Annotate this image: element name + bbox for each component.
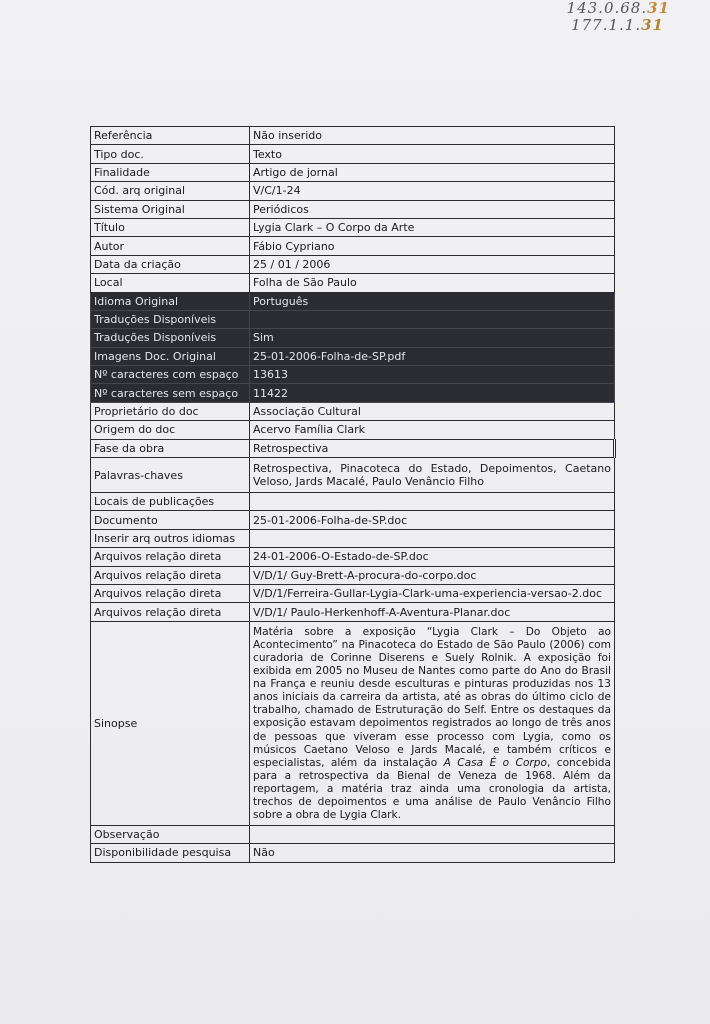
field-label: Disponibilidade pesquisa — [91, 844, 250, 862]
field-label: Arquivos relação direta — [91, 584, 250, 602]
field-value: 11422 — [250, 384, 615, 402]
field-value: 13613 — [250, 366, 615, 384]
record-row-referencia — [91, 127, 615, 145]
field-label: Traduções Disponíveis — [91, 329, 250, 347]
record-row-arquivos-relacao-3 — [91, 584, 615, 602]
sinopse-text — [250, 621, 615, 825]
field-value: 25 / 01 / 2006 — [250, 255, 615, 273]
field-value: Artigo de jornal — [250, 163, 615, 181]
record-row-data-criacao — [91, 255, 615, 273]
handwritten-catalog-note — [567, 0, 670, 34]
record-row-autor — [91, 237, 615, 255]
field-label: Título — [91, 218, 250, 236]
field-value: V/D/1/ Guy-Brett-A-procura-do-corpo.doc — [250, 566, 615, 584]
field-label: Cód. arq original — [91, 182, 250, 200]
record-row-idioma-original — [91, 292, 615, 310]
record-row-tipo-doc — [91, 145, 615, 163]
record-row-observacao — [91, 825, 615, 843]
record-row-sistema-original — [91, 200, 615, 218]
field-label: Arquivos relação direta — [91, 566, 250, 584]
record-row-locais-publicacoes — [91, 493, 615, 511]
field-label: Arquivos relação direta — [91, 603, 250, 621]
field-value — [250, 310, 615, 328]
field-value: Lygia Clark – O Corpo da Arte — [250, 218, 615, 236]
field-label: Palavras-chaves — [91, 458, 250, 493]
sinopse-text-part-a: Matéria sobre a exposição “Lygia Clark – Do Objeto ao Acontecimento” na Pinacoteca do Estado de São Paulo (2006) com curadoria de Corinne Diserens e Suely Rolnik. A exposição foi exibida em 2005 no Museu de Nantes como parte do Ano do Brasil na França e reuniu desde esculturas e pinturas produzidas nos 13 anos iniciais da carreira da artista, até as obras do último ciclo de trabalho, chamado de Estruturação do Self. Entre os destaques da exposição estavam depoimentos registrados ao longo de três anos de pessoas que viveram esse processo com Lygia, como os músicos Caetano Veloso e Jards Macalé, e também críticos e especialistas, além da instalação — [253, 625, 611, 769]
field-value: 24-01-2006-O-Estado-de-SP.doc — [250, 548, 615, 566]
field-value: V/D/1/Ferreira-Gullar-Lygia-Clark-uma-experiencia-versao-2.doc — [250, 584, 615, 602]
field-value: Acervo Família Clark — [250, 421, 615, 439]
field-value — [250, 493, 615, 511]
record-row-cod-arq-original — [91, 182, 615, 200]
field-value: 25-01-2006-Folha-de-SP.doc — [250, 511, 615, 529]
field-label: Referência — [91, 127, 250, 145]
field-label: Nº caracteres com espaço — [91, 366, 250, 384]
field-value: Texto — [250, 145, 615, 163]
record-row-caracteres-com-espaco — [91, 366, 615, 384]
field-value: V/D/1/ Paulo-Herkenhoff-A-Aventura-Planar.doc — [250, 603, 615, 621]
handwritten-line-1-suffix: 31 — [647, 0, 670, 17]
field-label: Finalidade — [91, 163, 250, 181]
field-label: Arquivos relação direta — [91, 548, 250, 566]
field-label: Locais de publicações — [91, 493, 250, 511]
handwritten-line-2-suffix: 31 — [641, 16, 664, 34]
sinopse-text-italic: A Casa É o Corpo — [443, 756, 547, 769]
handwritten-line-2-prefix: 177.1.1. — [571, 16, 642, 34]
field-value: 25-01-2006-Folha-de-SP.pdf — [250, 347, 615, 365]
field-label: Proprietário do doc — [91, 402, 250, 420]
record-row-documento — [91, 511, 615, 529]
record-row-traducoes-2 — [91, 329, 615, 347]
field-label: Data da criação — [91, 255, 250, 273]
field-label: Observação — [91, 825, 250, 843]
record-row-imagens-doc — [91, 347, 615, 365]
handwritten-line-1-prefix: 143.0.68. — [566, 0, 648, 17]
record-row-sinopse — [91, 621, 615, 825]
field-label: Nº caracteres sem espaço — [91, 384, 250, 402]
record-row-finalidade — [91, 163, 615, 181]
field-label: Documento — [91, 511, 250, 529]
handwritten-line-1 — [567, 0, 670, 17]
field-label: Imagens Doc. Original — [91, 347, 250, 365]
field-value: Não — [250, 844, 615, 862]
record-row-local — [91, 274, 615, 292]
sinopse-text-part-b: , concebida para a retrospectiva da Bienal de Veneza de 1968. Além da reportagem, a matéria traz ainda uma cronologia da artista, trechos de depoimentos e uma análise de Paulo Venâncio Filho sobre a obra de Lygia Clark. — [253, 756, 611, 822]
catalog-record-table — [90, 126, 616, 863]
field-value: Português — [250, 292, 615, 310]
record-row-fase-obra — [91, 439, 615, 457]
field-value: Sim — [250, 329, 615, 347]
field-label: Origem do doc — [91, 421, 250, 439]
field-label: Traduções Disponíveis — [91, 310, 250, 328]
field-label: Autor — [91, 237, 250, 255]
field-value: Folha de São Paulo — [250, 274, 615, 292]
field-label: Idioma Original — [91, 292, 250, 310]
record-row-arquivos-relacao-2 — [91, 566, 615, 584]
field-label: Tipo doc. — [91, 145, 250, 163]
field-value: Periódicos — [250, 200, 615, 218]
field-label: Sinopse — [91, 621, 250, 825]
handwritten-line-2 — [567, 17, 664, 34]
field-label: Local — [91, 274, 250, 292]
record-row-disponibilidade — [91, 844, 615, 862]
field-label: Sistema Original — [91, 200, 250, 218]
field-value — [250, 825, 615, 843]
field-value: Retrospectiva, Pinacoteca do Estado, Depoimentos, Caetano Veloso, Jards Macalé, Paulo Venâncio Filho — [250, 458, 615, 493]
record-row-traducoes-1 — [91, 310, 615, 328]
record-row-caracteres-sem-espaco — [91, 384, 615, 402]
field-value: Fábio Cypriano — [250, 237, 615, 255]
field-value: V/C/1-24 — [250, 182, 615, 200]
field-label: Fase da obra — [91, 439, 250, 457]
field-value — [250, 529, 615, 547]
record-row-palavras-chaves — [91, 458, 615, 493]
field-value: Retrospectiva — [250, 439, 615, 457]
record-row-titulo — [91, 218, 615, 236]
record-row-origem — [91, 421, 615, 439]
record-row-arquivos-relacao-1 — [91, 548, 615, 566]
record-row-inserir-arq — [91, 529, 615, 547]
field-value: Não inserido — [250, 127, 615, 145]
record-row-arquivos-relacao-4 — [91, 603, 615, 621]
record-row-proprietario — [91, 402, 615, 420]
field-value: Associação Cultural — [250, 402, 615, 420]
field-label: Inserir arq outros idiomas — [91, 529, 250, 547]
